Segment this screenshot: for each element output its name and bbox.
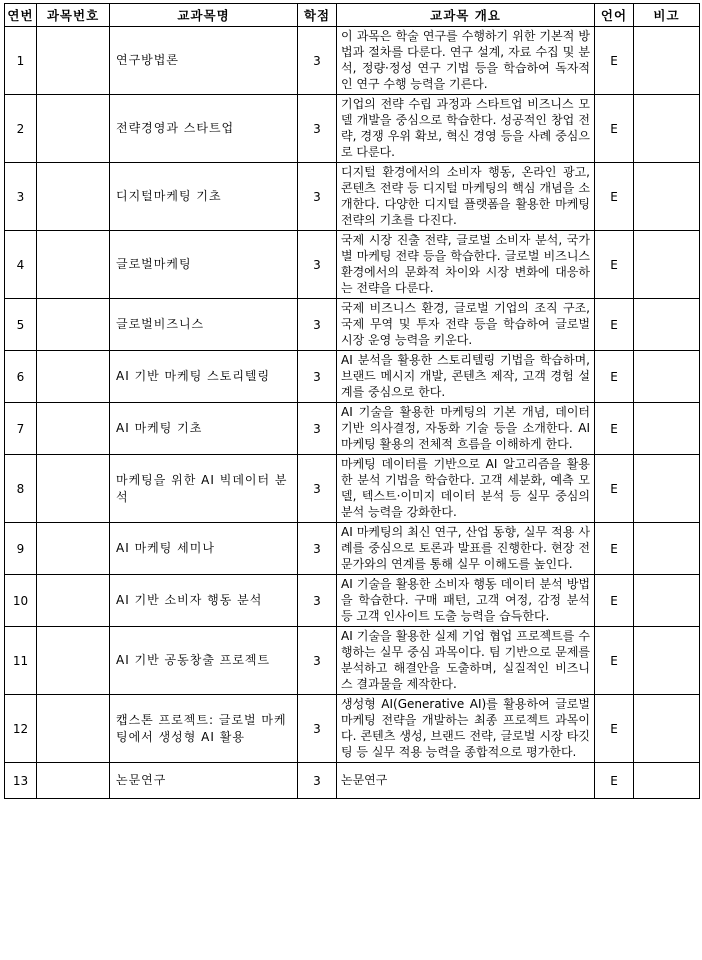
cell-language: E: [595, 351, 634, 403]
cell-course-number: 8: [5, 455, 37, 523]
cell-course-name: 논문연구: [110, 763, 298, 799]
cell-credits: 3: [298, 455, 337, 523]
column-header-no: 연번: [5, 4, 37, 27]
cell-course-number: 11: [5, 627, 37, 695]
column-header-overview: 교과목 개요: [337, 4, 595, 27]
cell-course-name: 전략경영과 스타트업: [110, 95, 298, 163]
cell-note: [634, 575, 700, 627]
cell-course-overview: AI 마케팅의 최신 연구, 산업 동향, 실무 적용 사례를 중심으로 토론과 발표를 진행한다. 현장 전문가와의 연계를 통해 실무 이해도를 높인다.: [337, 523, 595, 575]
cell-language: E: [595, 763, 634, 799]
cell-language: E: [595, 695, 634, 763]
cell-course-name: 캡스톤 프로젝트: 글로벌 마케팅에서 생성형 AI 활용: [110, 695, 298, 763]
cell-note: [634, 455, 700, 523]
cell-language: E: [595, 163, 634, 231]
table-row: [5, 455, 700, 523]
cell-course-code: [37, 403, 110, 455]
cell-credits: 3: [298, 523, 337, 575]
cell-course-overview: 마케팅 데이터를 기반으로 AI 알고리즘을 활용한 분석 기법을 학습한다. 고객 세분화, 예측 모델, 텍스트·이미지 데이터 분석 등 실무 중심의 분석 능력을 강화한다.: [337, 455, 595, 523]
table-row: [5, 231, 700, 299]
cell-course-code: [37, 299, 110, 351]
cell-course-name: 마케팅을 위한 AI 빅데이터 분석: [110, 455, 298, 523]
cell-language: E: [595, 403, 634, 455]
cell-course-code: [37, 695, 110, 763]
cell-course-code: [37, 351, 110, 403]
cell-language: E: [595, 231, 634, 299]
cell-course-name: AI 기반 공동창출 프로젝트: [110, 627, 298, 695]
cell-course-name: AI 마케팅 세미나: [110, 523, 298, 575]
cell-course-overview: AI 기술을 활용한 소비자 행동 데이터 분석 방법을 학습한다. 구매 패턴, 고객 여정, 감정 분석 등 고객 인사이트 도출 능력을 습득한다.: [337, 575, 595, 627]
table-row: [5, 403, 700, 455]
cell-course-code: [37, 455, 110, 523]
cell-language: E: [595, 455, 634, 523]
cell-course-overview: 국제 비즈니스 환경, 글로벌 기업의 조직 구조, 국제 무역 및 투자 전략 등을 학습하여 글로벌 시장 운영 능력을 키운다.: [337, 299, 595, 351]
cell-credits: 3: [298, 575, 337, 627]
cell-course-code: [37, 763, 110, 799]
cell-course-code: [37, 523, 110, 575]
cell-course-code: [37, 575, 110, 627]
table-row: [5, 523, 700, 575]
cell-note: [634, 299, 700, 351]
cell-note: [634, 351, 700, 403]
cell-course-overview: 논문연구: [337, 763, 595, 799]
column-header-name: 교과목명: [110, 4, 298, 27]
cell-language: E: [595, 299, 634, 351]
cell-credits: 3: [298, 763, 337, 799]
table-row: [5, 627, 700, 695]
cell-credits: 3: [298, 299, 337, 351]
cell-course-name: 연구방법론: [110, 27, 298, 95]
cell-course-name: AI 기반 소비자 행동 분석: [110, 575, 298, 627]
cell-course-code: [37, 95, 110, 163]
cell-course-name: 디지털마케팅 기초: [110, 163, 298, 231]
cell-course-number: 7: [5, 403, 37, 455]
table-row: [5, 695, 700, 763]
cell-course-number: 6: [5, 351, 37, 403]
cell-credits: 3: [298, 27, 337, 95]
cell-language: E: [595, 523, 634, 575]
cell-language: E: [595, 27, 634, 95]
column-header-note: 비고: [634, 4, 700, 27]
table-row: [5, 299, 700, 351]
cell-note: [634, 763, 700, 799]
cell-course-number: 13: [5, 763, 37, 799]
header-row: [5, 4, 700, 27]
cell-course-name: AI 마케팅 기초: [110, 403, 298, 455]
table-row: [5, 27, 700, 95]
cell-course-number: 9: [5, 523, 37, 575]
cell-credits: 3: [298, 163, 337, 231]
table-row: [5, 351, 700, 403]
cell-course-overview: 국제 시장 진출 전략, 글로벌 소비자 분석, 국가별 마케팅 전략 등을 학습한다. 글로벌 비즈니스 환경에서의 문화적 차이와 시장 변화에 대응하는 전략을 다룬다.: [337, 231, 595, 299]
cell-credits: 3: [298, 695, 337, 763]
cell-course-code: [37, 163, 110, 231]
cell-language: E: [595, 95, 634, 163]
cell-course-overview: 생성형 AI(Generative AI)를 활용하여 글로벌 마케팅 전략을 개발하는 최종 프로젝트 과목이다. 콘텐츠 생성, 브랜드 전략, 글로벌 시장 타깃팅 등 실무 적용 능력을 종합적으로 평가한다.: [337, 695, 595, 763]
cell-course-name: 글로벌마케팅: [110, 231, 298, 299]
cell-course-overview: AI 기술을 활용한 마케팅의 기본 개념, 데이터 기반 의사결정, 자동화 기술 등을 소개한다. AI 마케팅 활용의 전체적 흐름을 이해하게 한다.: [337, 403, 595, 455]
cell-course-number: 5: [5, 299, 37, 351]
cell-course-number: 12: [5, 695, 37, 763]
cell-course-code: [37, 27, 110, 95]
cell-course-overview: 디지털 환경에서의 소비자 행동, 온라인 광고, 콘텐츠 전략 등 디지털 마케팅의 핵심 개념을 소개한다. 다양한 디지털 플랫폼을 활용한 마케팅 전략의 기초를 다진다.: [337, 163, 595, 231]
cell-course-number: 10: [5, 575, 37, 627]
cell-note: [634, 627, 700, 695]
cell-note: [634, 95, 700, 163]
table-row: [5, 763, 700, 799]
course-table: [4, 3, 700, 799]
column-header-code: 과목번호: [37, 4, 110, 27]
cell-course-overview: AI 분석을 활용한 스토리텔링 기법을 학습하며, 브랜드 메시지 개발, 콘텐츠 제작, 고객 경험 설계를 중심으로 한다.: [337, 351, 595, 403]
cell-credits: 3: [298, 403, 337, 455]
cell-course-code: [37, 231, 110, 299]
cell-course-code: [37, 627, 110, 695]
column-header-language: 언어: [595, 4, 634, 27]
cell-course-number: 1: [5, 27, 37, 95]
cell-credits: 3: [298, 627, 337, 695]
cell-course-overview: 기업의 전략 수립 과정과 스타트업 비즈니스 모델 개발을 중심으로 학습한다. 성공적인 창업 전략, 경쟁 우위 확보, 혁신 경영 등을 사례 중심으로 다룬다.: [337, 95, 595, 163]
cell-credits: 3: [298, 231, 337, 299]
cell-course-name: 글로벌비즈니스: [110, 299, 298, 351]
cell-credits: 3: [298, 95, 337, 163]
cell-note: [634, 403, 700, 455]
cell-note: [634, 695, 700, 763]
cell-course-number: 2: [5, 95, 37, 163]
cell-course-number: 4: [5, 231, 37, 299]
table-row: [5, 95, 700, 163]
cell-note: [634, 523, 700, 575]
cell-course-overview: 이 과목은 학술 연구를 수행하기 위한 기본적 방법과 절차를 다룬다. 연구 설계, 자료 수집 및 분석, 정량·정성 연구 기법 등을 학습하여 독자적인 연구 수행 능력을 기른다.: [337, 27, 595, 95]
cell-language: E: [595, 627, 634, 695]
cell-course-name: AI 기반 마케팅 스토리텔링: [110, 351, 298, 403]
cell-note: [634, 163, 700, 231]
cell-course-number: 3: [5, 163, 37, 231]
cell-course-overview: AI 기술을 활용한 실제 기업 협업 프로젝트를 수행하는 실무 중심 과목이다. 팀 기반으로 문제를 분석하고 해결안을 도출하며, 실질적인 비즈니스 결과물을 제작한다.: [337, 627, 595, 695]
table-row: [5, 575, 700, 627]
cell-note: [634, 27, 700, 95]
cell-credits: 3: [298, 351, 337, 403]
table-row: [5, 163, 700, 231]
column-header-credits: 학점: [298, 4, 337, 27]
cell-language: E: [595, 575, 634, 627]
cell-note: [634, 231, 700, 299]
